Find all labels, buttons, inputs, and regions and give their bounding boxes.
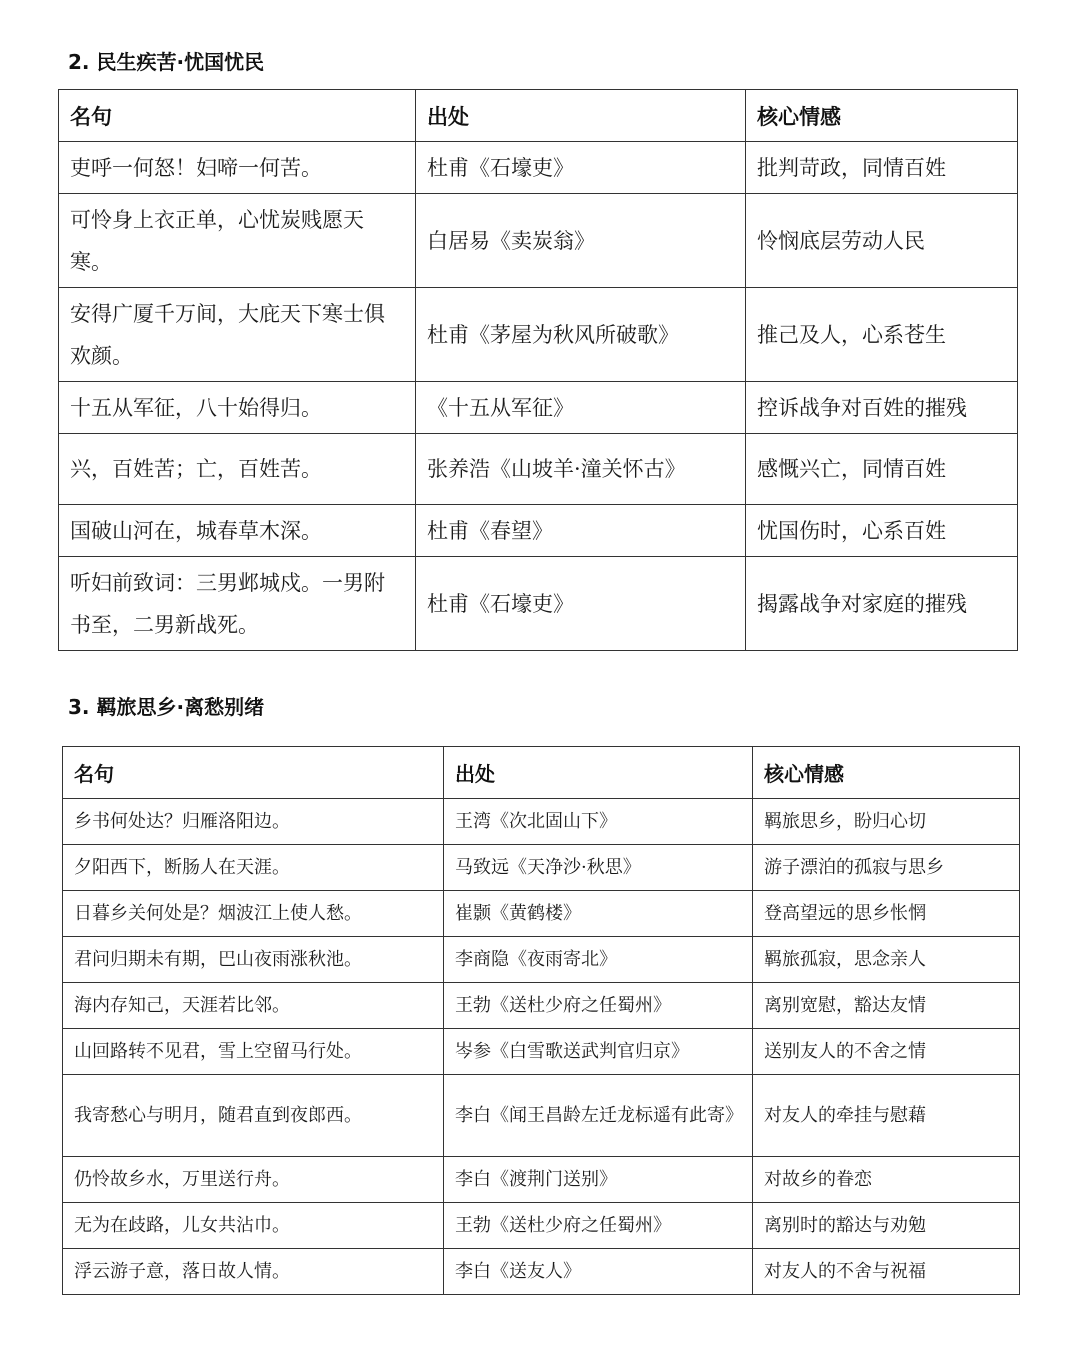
cell-emotion: 感慨兴亡，同情百姓	[746, 434, 1018, 505]
cell-quote: 国破山河在，城春草木深。	[59, 505, 416, 557]
table-row	[59, 434, 1018, 505]
cell-source: 杜甫《石壕吏》	[416, 557, 746, 651]
cell-emotion: 推己及人，心系苍生	[746, 288, 1018, 382]
cell-emotion: 游子漂泊的孤寂与思乡	[753, 845, 1020, 891]
cell-quote: 安得广厦千万间，大庇天下寒士俱欢颜。	[59, 288, 416, 382]
cell-quote: 听妇前致词：三男邺城戍。一男附书至，二男新战死。	[59, 557, 416, 651]
section-title-jilv: 3. 羁旅思乡·离愁别绪	[68, 695, 265, 719]
cell-source: 马致远《天净沙·秋思》	[444, 845, 753, 891]
column-header-emotion: 核心情感	[746, 90, 1018, 142]
table-row	[63, 1157, 1020, 1203]
cell-source: 王湾《次北固山下》	[444, 799, 753, 845]
cell-quote: 兴，百姓苦；亡，百姓苦。	[59, 434, 416, 505]
column-header-source: 出处	[416, 90, 746, 142]
table-row	[63, 1203, 1020, 1249]
table-row	[63, 1029, 1020, 1075]
cell-source: 王勃《送杜少府之任蜀州》	[444, 1203, 753, 1249]
table-row	[59, 288, 1018, 382]
cell-source: 《十五从军征》	[416, 382, 746, 434]
table-row	[63, 799, 1020, 845]
table-minsheng	[58, 89, 1018, 651]
cell-emotion: 登高望远的思乡怅惘	[753, 891, 1020, 937]
cell-source: 白居易《卖炭翁》	[416, 194, 746, 288]
table-row	[59, 557, 1018, 651]
cell-quote: 海内存知己，天涯若比邻。	[63, 983, 444, 1029]
table-row	[59, 505, 1018, 557]
cell-source: 李白《送友人》	[444, 1249, 753, 1295]
table-row	[63, 983, 1020, 1029]
table-row	[63, 937, 1020, 983]
table-header	[63, 747, 1020, 799]
cell-emotion: 羁旅思乡，盼归心切	[753, 799, 1020, 845]
cell-emotion: 怜悯底层劳动人民	[746, 194, 1018, 288]
column-header-quote: 名句	[59, 90, 416, 142]
cell-emotion: 控诉战争对百姓的摧残	[746, 382, 1018, 434]
header-row	[59, 90, 1018, 142]
table-row	[63, 1249, 1020, 1295]
table-body	[59, 142, 1018, 651]
cell-emotion: 送别友人的不舍之情	[753, 1029, 1020, 1075]
cell-quote: 日暮乡关何处是？烟波江上使人愁。	[63, 891, 444, 937]
table-row	[59, 382, 1018, 434]
cell-quote: 我寄愁心与明月，随君直到夜郎西。	[63, 1075, 444, 1157]
cell-quote: 无为在歧路，儿女共沾巾。	[63, 1203, 444, 1249]
section-title-minsheng: 2. 民生疾苦·忧国忧民	[68, 50, 265, 74]
cell-source: 李白《闻王昌龄左迁龙标遥有此寄》	[444, 1075, 753, 1157]
cell-source: 杜甫《春望》	[416, 505, 746, 557]
table-row	[63, 891, 1020, 937]
cell-emotion: 揭露战争对家庭的摧残	[746, 557, 1018, 651]
table-row	[63, 845, 1020, 891]
cell-emotion: 对友人的牵挂与慰藉	[753, 1075, 1020, 1157]
cell-quote: 乡书何处达？归雁洛阳边。	[63, 799, 444, 845]
cell-quote: 山回路转不见君，雪上空留马行处。	[63, 1029, 444, 1075]
cell-quote: 仍怜故乡水，万里送行舟。	[63, 1157, 444, 1203]
table-jilv	[62, 746, 1020, 1295]
cell-quote: 君问归期未有期，巴山夜雨涨秋池。	[63, 937, 444, 983]
cell-source: 李白《渡荆门送别》	[444, 1157, 753, 1203]
cell-quote: 可怜身上衣正单，心忧炭贱愿天寒。	[59, 194, 416, 288]
table-row	[59, 194, 1018, 288]
table-header	[59, 90, 1018, 142]
cell-emotion: 批判苛政，同情百姓	[746, 142, 1018, 194]
cell-source: 李商隐《夜雨寄北》	[444, 937, 753, 983]
cell-quote: 吏呼一何怒！妇啼一何苦。	[59, 142, 416, 194]
cell-source: 杜甫《石壕吏》	[416, 142, 746, 194]
cell-emotion: 离别宽慰，豁达友情	[753, 983, 1020, 1029]
cell-quote: 浮云游子意，落日故人情。	[63, 1249, 444, 1295]
cell-emotion: 对故乡的眷恋	[753, 1157, 1020, 1203]
cell-emotion: 忧国伤时，心系百姓	[746, 505, 1018, 557]
cell-emotion: 羁旅孤寂，思念亲人	[753, 937, 1020, 983]
table-row	[59, 142, 1018, 194]
cell-quote: 夕阳西下，断肠人在天涯。	[63, 845, 444, 891]
table-row	[63, 1075, 1020, 1157]
header-row	[63, 747, 1020, 799]
table-body	[63, 799, 1020, 1295]
cell-source: 王勃《送杜少府之任蜀州》	[444, 983, 753, 1029]
cell-source: 崔颢《黄鹤楼》	[444, 891, 753, 937]
column-header-source: 出处	[444, 747, 753, 799]
cell-quote: 十五从军征，八十始得归。	[59, 382, 416, 434]
cell-source: 杜甫《茅屋为秋风所破歌》	[416, 288, 746, 382]
column-header-quote: 名句	[63, 747, 444, 799]
cell-emotion: 离别时的豁达与劝勉	[753, 1203, 1020, 1249]
column-header-emotion: 核心情感	[753, 747, 1020, 799]
cell-source: 张养浩《山坡羊·潼关怀古》	[416, 434, 746, 505]
cell-source: 岑参《白雪歌送武判官归京》	[444, 1029, 753, 1075]
cell-emotion: 对友人的不舍与祝福	[753, 1249, 1020, 1295]
